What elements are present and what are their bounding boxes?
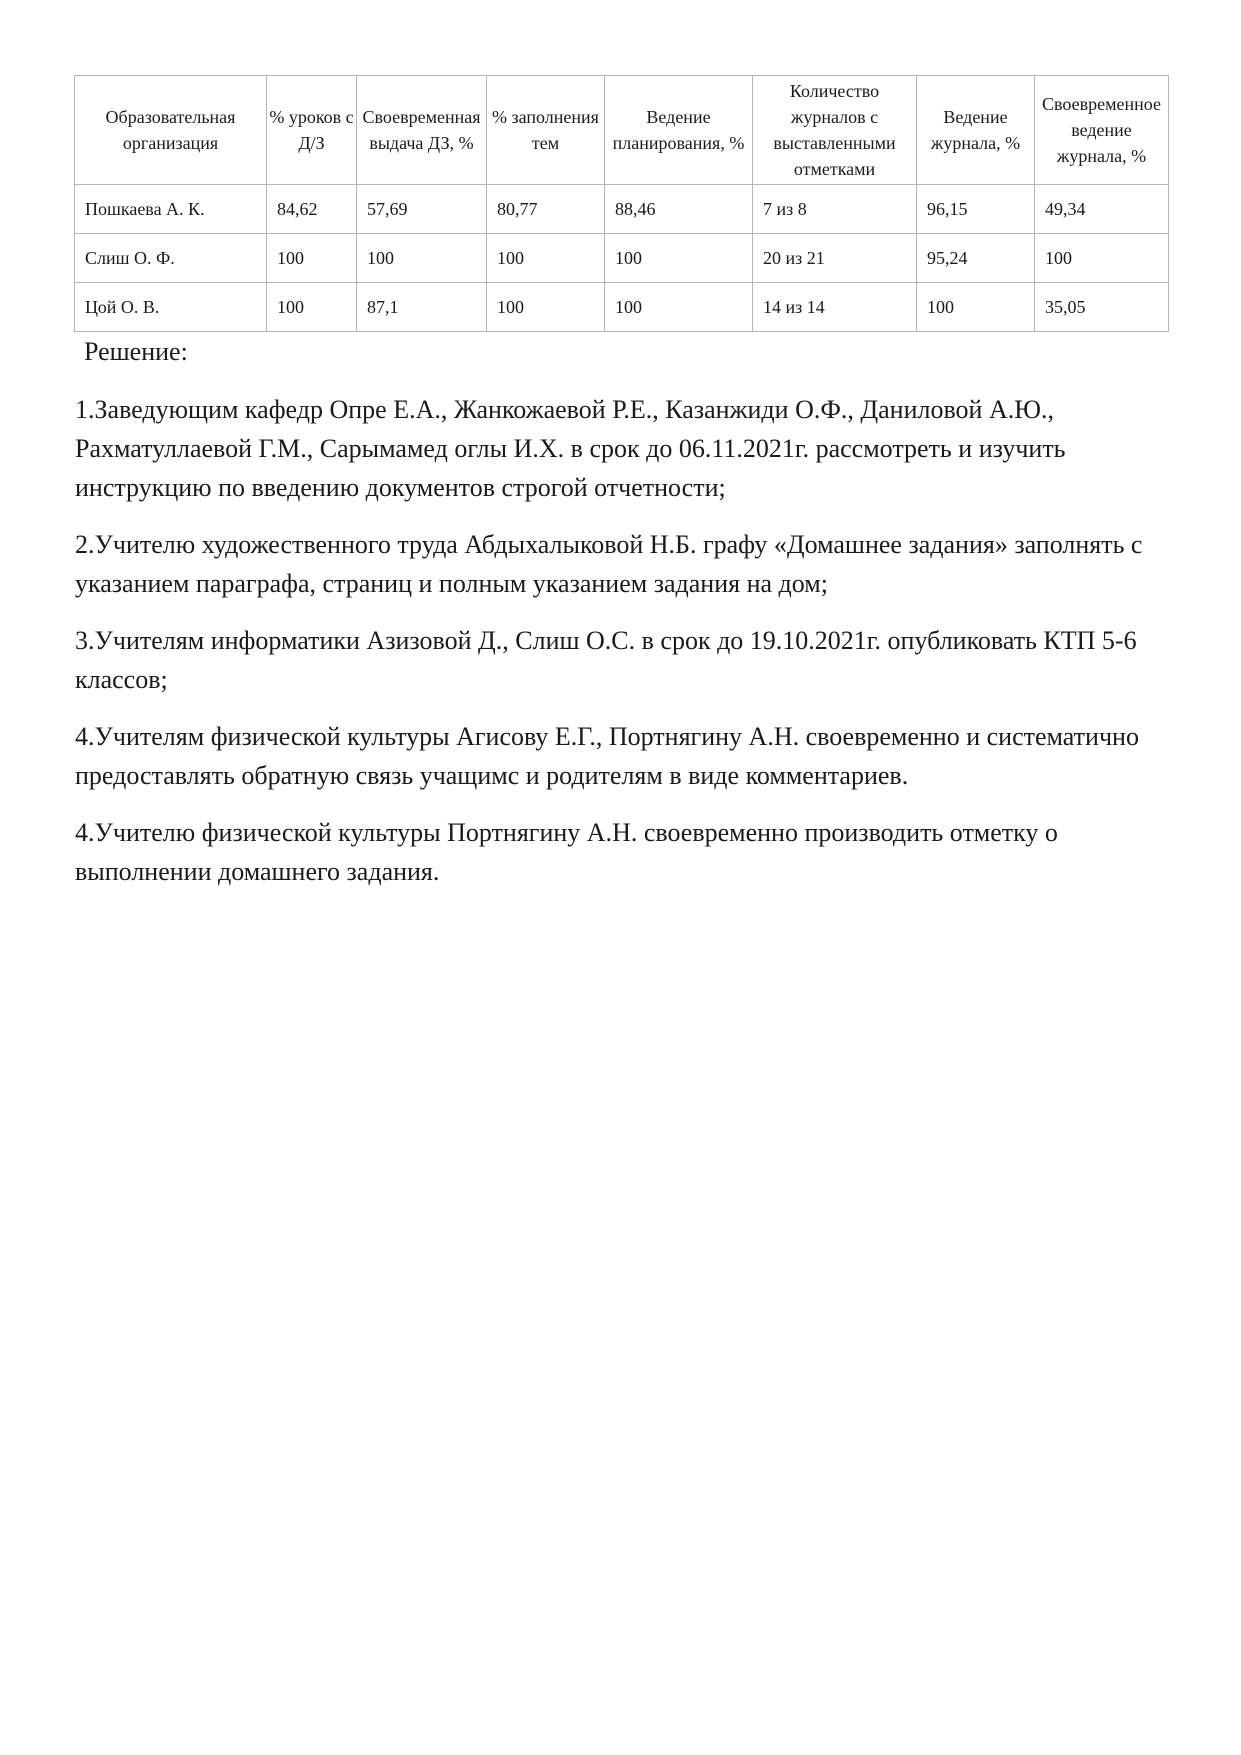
- header-topics-filled: % заполнения тем: [487, 76, 605, 185]
- decision-item: 2.Учителю художественного труда Абдыхалыковой Н.Б. графу «Домашнее задания» заполнять с указанием параграфа, страниц и полным указанием задания на дом;: [75, 530, 1143, 598]
- table-cell: 100: [357, 234, 487, 283]
- table-cell: 14 из 14: [753, 283, 917, 332]
- decision-item: 4.Учителю физической культуры Портнягину А.Н. своевременно производить отметку о выполнении домашнего задания.: [75, 818, 1058, 886]
- table-row: [75, 283, 1169, 332]
- table-cell: 100: [267, 234, 357, 283]
- table-cell: Цой О. В.: [75, 283, 267, 332]
- table-cell: 95,24: [917, 234, 1035, 283]
- resolution-heading: Решение:: [84, 337, 188, 366]
- header-organization: Образовательная организация: [75, 76, 267, 185]
- table-cell: 7 из 8: [753, 185, 917, 234]
- header-lessons-with-homework: % уроков с Д/З: [267, 76, 357, 185]
- header-journals-with-marks: Количество журналов с выставленными отметками: [753, 76, 917, 185]
- table-cell: 100: [487, 234, 605, 283]
- header-timely-homework: Своевременная выдача ДЗ, %: [357, 76, 487, 185]
- table-cell: 100: [605, 283, 753, 332]
- table-row: [75, 234, 1169, 283]
- table-cell: 49,34: [1035, 185, 1169, 234]
- table-cell: Пошкаева А. К.: [75, 185, 267, 234]
- table-cell: 100: [917, 283, 1035, 332]
- decision-item: 3.Учителям информатики Азизовой Д., Слиш О.С. в срок до 19.10.2021г. опубликовать КТП 5-6 классов;: [75, 626, 1137, 694]
- table-cell: 57,69: [357, 185, 487, 234]
- table-cell: 100: [487, 283, 605, 332]
- table-cell: 100: [1035, 234, 1169, 283]
- table-cell: 20 из 21: [753, 234, 917, 283]
- table-row: [75, 185, 1169, 234]
- table-cell: 100: [267, 283, 357, 332]
- header-timely-journal: Своевременное ведение журнала, %: [1035, 76, 1169, 185]
- header-journal-keeping: Ведение журнала, %: [917, 76, 1035, 185]
- decision-list: [75, 390, 1175, 909]
- decision-item: 4.Учителям физической культуры Агисову Е.Г., Портнягину А.Н. своевременно и систематично предоставлять обратную связь учащимс и родителям в виде комментариев.: [75, 722, 1139, 790]
- decision-item: 1.Заведующим кафедр Опре Е.А., Жанкожаевой Р.Е., Казанжиди О.Ф., Даниловой А.Ю., Рахматуллаевой Г.М., Сарымамед оглы И.Х. в срок до 06.11.2021г. рассмотреть и изучить инструкцию по введению документов строгой отчетности;: [75, 395, 1066, 502]
- header-planning: Ведение планирования, %: [605, 76, 753, 185]
- table-cell: 96,15: [917, 185, 1035, 234]
- table-cell: 100: [605, 234, 753, 283]
- table-cell: 88,46: [605, 185, 753, 234]
- report-table: [74, 75, 1169, 332]
- table-header-row: [75, 76, 1169, 185]
- table-cell: 84,62: [267, 185, 357, 234]
- table-cell: 35,05: [1035, 283, 1169, 332]
- table-cell: Слиш О. Ф.: [75, 234, 267, 283]
- table-cell: 80,77: [487, 185, 605, 234]
- table-cell: 87,1: [357, 283, 487, 332]
